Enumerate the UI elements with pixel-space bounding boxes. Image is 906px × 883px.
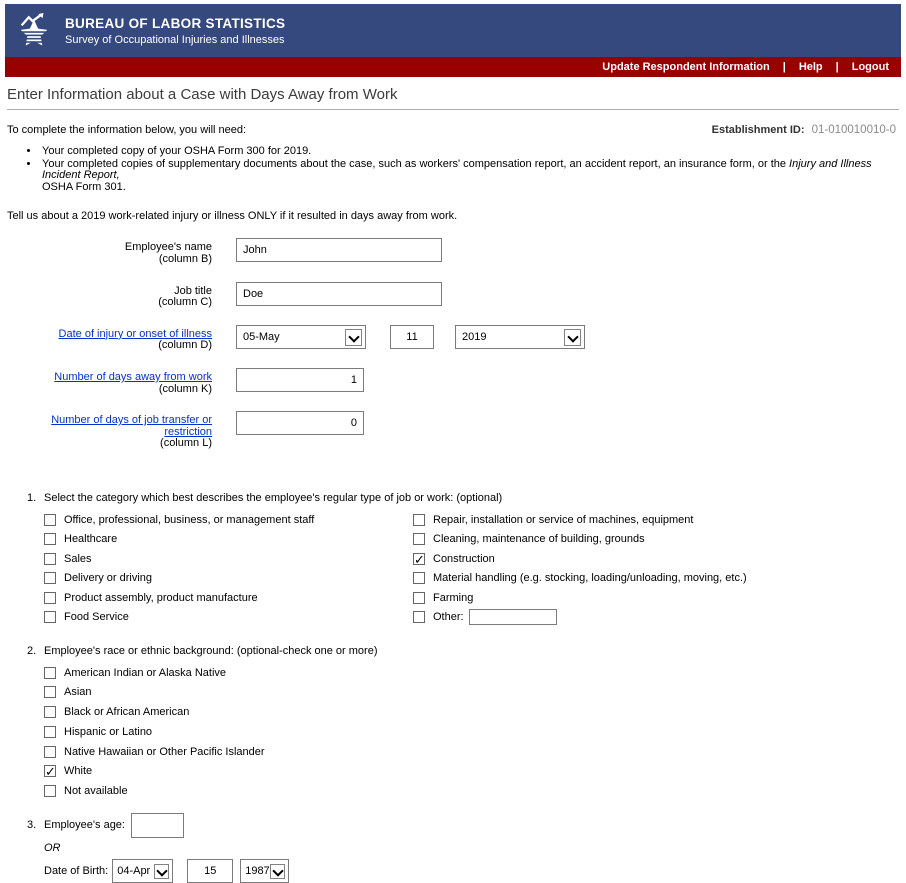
option-row	[44, 529, 413, 549]
checkbox-label: Asian	[64, 686, 92, 699]
field-column-ref: (column L)	[160, 437, 212, 450]
question-text: Select the category which best describes the employee's regular type of job or work: (optional)	[44, 491, 503, 504]
dob-day-input[interactable]	[187, 859, 233, 883]
question-3	[27, 813, 899, 883]
field-label	[7, 325, 212, 352]
checkbox-label: Hispanic or Latino	[64, 725, 153, 738]
field-label-text: Job title	[174, 284, 212, 297]
nav-help-link[interactable]: Help	[798, 61, 823, 73]
question-2-title	[27, 645, 899, 657]
question-1-title	[27, 492, 899, 504]
select-value: 04-Apr	[117, 864, 151, 877]
list-item	[40, 159, 899, 194]
field-label	[7, 282, 212, 309]
bls-logo-icon	[15, 12, 53, 52]
checkbox-food-service[interactable]	[44, 611, 56, 623]
checkbox-label: Office, professional, business, or management staff	[64, 513, 315, 526]
option-row	[44, 663, 899, 683]
field-column-ref: (column K)	[158, 382, 212, 395]
checkbox-label: Cleaning, maintenance of building, grounds	[433, 533, 645, 546]
job-transfer-help-link[interactable]: Number of days of job transfer or restriction	[51, 414, 212, 438]
employee-name-input[interactable]	[236, 238, 442, 262]
option-row	[413, 568, 899, 588]
checkbox-label: American Indian or Alaska Native	[64, 666, 227, 679]
option-row	[44, 607, 413, 627]
days-away-input[interactable]	[236, 368, 364, 392]
banner-text	[65, 16, 285, 46]
option-row	[44, 761, 899, 781]
checkbox-label: Sales	[64, 552, 92, 565]
select-value: 05-May	[243, 330, 280, 343]
checkbox-label: Repair, installation or service of machines, equipment	[433, 513, 694, 526]
option-row	[44, 568, 413, 588]
injury-date-help-link[interactable]: Date of injury or onset of illness	[58, 327, 212, 340]
field-row-injury-date	[7, 325, 899, 352]
checkbox-label: Food Service	[64, 611, 129, 624]
checkbox-label: Delivery or driving	[64, 572, 153, 585]
option-row	[413, 529, 899, 549]
option-row	[413, 549, 899, 569]
establishment-id-label: Establishment ID:	[711, 124, 805, 136]
checkbox-black-african-american[interactable]	[44, 706, 56, 718]
establishment-id-value: 01-010010010-0	[811, 124, 896, 136]
select-value: 1987	[245, 864, 270, 877]
checkbox-label: Other:	[433, 611, 464, 624]
bullet-text: OSHA Form 301.	[42, 180, 126, 193]
checkbox-label: Healthcare	[64, 533, 118, 546]
agency-title: BUREAU OF LABOR STATISTICS	[65, 15, 286, 31]
option-row	[44, 683, 899, 703]
question-text: Employee's race or ethnic background: (optional-check one or more)	[44, 644, 378, 657]
option-row	[44, 588, 413, 608]
injury-year-select[interactable]	[455, 325, 585, 349]
checkbox-delivery-driving[interactable]	[44, 572, 56, 584]
field-row-job-title	[7, 282, 899, 309]
nav-separator: |	[782, 61, 786, 73]
instruction-text: Tell us about a 2019 work-related injury or illness ONLY if it resulted in days away from work.	[7, 210, 458, 223]
checkbox-construction[interactable]	[413, 553, 425, 565]
list-item	[40, 146, 899, 158]
employee-age-input[interactable]	[131, 813, 184, 838]
option-row	[44, 781, 899, 801]
checkbox-material-handling[interactable]	[413, 572, 425, 584]
age-label: Employee's age:	[44, 819, 125, 832]
checkbox-product-assembly[interactable]	[44, 592, 56, 604]
nav-update-respondent-link[interactable]: Update Respondent Information	[602, 61, 770, 73]
checkbox-label: White	[64, 765, 93, 778]
question-number: 1.	[27, 491, 37, 504]
intro-row	[7, 124, 899, 136]
nav-logout-link[interactable]: Logout	[851, 61, 889, 73]
establishment-id	[712, 124, 899, 136]
bullet-text: Your completed copy of your OSHA Form 300 for 2019.	[42, 145, 312, 157]
field-column-ref: (column B)	[158, 252, 212, 265]
checkbox-repair-installation[interactable]	[413, 514, 425, 526]
field-label	[7, 238, 212, 265]
app-window	[5, 4, 901, 77]
dropdown-arrow-icon	[345, 329, 362, 346]
page-title: Enter Information about a Case with Days Away from Work	[7, 86, 398, 103]
field-row-job-transfer	[7, 411, 899, 450]
job-title-input[interactable]	[236, 282, 442, 306]
checkbox-american-indian[interactable]	[44, 667, 56, 679]
checkbox-label: Material handling (e.g. stocking, loading/unloading, moving, etc.)	[433, 572, 747, 585]
checkbox-label: Not available	[64, 784, 128, 797]
question-2-options	[44, 663, 899, 801]
bullet-italic-text: Injury and Illness Incident Report,	[42, 157, 872, 182]
requirements-list	[7, 146, 899, 193]
question-number: 3.	[27, 819, 37, 832]
checkbox-label: Native Hawaiian or Other Pacific Islander	[64, 745, 265, 758]
checkbox-asian[interactable]	[44, 686, 56, 698]
other-category-input[interactable]	[469, 609, 557, 625]
injury-day-input[interactable]	[390, 325, 434, 349]
page-title-wrap	[7, 86, 899, 110]
field-label	[7, 411, 212, 450]
checkbox-label: Black or African American	[64, 706, 190, 719]
top-nav-bar	[5, 57, 901, 77]
option-row	[413, 588, 899, 608]
nav-separator: |	[835, 61, 839, 73]
job-transfer-input[interactable]	[236, 411, 364, 435]
field-column-ref: (column D)	[158, 339, 212, 352]
select-value: 2019	[462, 330, 487, 343]
checkbox-sales[interactable]	[44, 553, 56, 565]
page-content	[0, 86, 906, 883]
dob-month-select[interactable]	[112, 859, 173, 883]
date-of-birth-row	[44, 859, 899, 883]
dob-year-select[interactable]	[240, 859, 289, 883]
option-row	[413, 607, 899, 627]
option-row	[44, 702, 899, 722]
option-row	[413, 510, 899, 530]
checkbox-label: Product assembly, product manufacture	[64, 591, 258, 604]
dob-label: Date of Birth:	[44, 864, 109, 877]
field-label	[7, 368, 212, 395]
field-row-employee-name	[7, 238, 899, 265]
injury-month-select[interactable]	[236, 325, 366, 349]
dropdown-arrow-icon	[564, 329, 581, 346]
checkbox-label: Farming	[433, 591, 474, 604]
dropdown-arrow-icon	[154, 864, 169, 879]
or-label: OR	[44, 841, 61, 854]
option-row	[44, 510, 413, 530]
checkbox-farming[interactable]	[413, 592, 425, 604]
age-row	[27, 813, 899, 838]
checkbox-label: Construction	[433, 552, 495, 565]
bullet-text: Your completed copies of supplementary documents about the case, such as workers' compensation report, an accident report, an insurance form, or the	[42, 157, 790, 170]
field-row-days-away	[7, 368, 899, 395]
bls-header-banner	[5, 4, 901, 57]
field-column-ref: (column C)	[158, 296, 212, 309]
checkbox-not-available[interactable]	[44, 785, 56, 797]
checkbox-hispanic-latino[interactable]	[44, 726, 56, 738]
checkbox-white[interactable]	[44, 765, 56, 777]
option-row	[44, 722, 899, 742]
question-number: 2.	[27, 644, 37, 657]
question-1-options	[44, 510, 899, 627]
survey-subtitle: Survey of Occupational Injuries and Illnesses	[65, 33, 285, 46]
checkbox-cleaning-maintenance[interactable]	[413, 533, 425, 545]
option-row	[44, 549, 413, 569]
checkbox-healthcare[interactable]	[44, 533, 56, 545]
dropdown-arrow-icon	[270, 864, 285, 879]
option-row	[44, 742, 899, 762]
checkbox-other[interactable]	[413, 611, 425, 623]
days-away-help-link[interactable]: Number of days away from work	[54, 370, 212, 383]
checkbox-native-hawaiian[interactable]	[44, 746, 56, 758]
intro-text: To complete the information below, you will need:	[7, 124, 247, 136]
field-label-text: Employee's name	[124, 241, 212, 254]
checkbox-office-staff[interactable]	[44, 514, 56, 526]
